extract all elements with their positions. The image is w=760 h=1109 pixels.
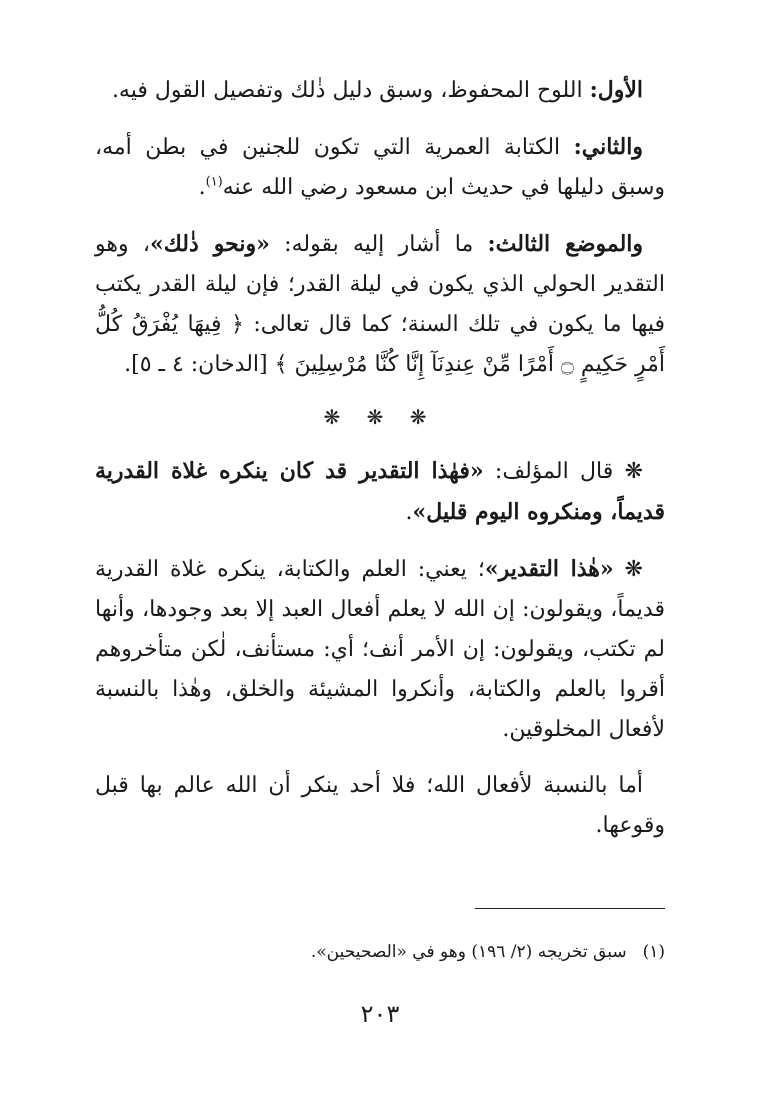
text-third-a: ما أشار إليه بقوله: — [269, 232, 488, 257]
label-second: والثاني: — [573, 134, 643, 160]
verse-citation: [الدخان: ٤ ـ ٥]. — [124, 352, 275, 377]
label-first: الأول: — [589, 77, 643, 103]
explanation-text: ؛ يعني: العلم والكتابة، ينكره غلاة القدرية قديماً، ويقولون: إن الله لا يعلم أفعال العبد إلا بعد وجودها، وأنها لم تكتب، ويقولون: إن الأمر أنف؛ أي: مستأنف، لٰكن متأخروهم أقروا بالعلم والكتابة، وأنكروا المشيئة والخلق، وهٰذا بالنسبة لأفعال المخلوقين. — [95, 557, 665, 742]
end-second: . — [198, 175, 206, 200]
section-separator: ❋ ❋ ❋ — [323, 405, 437, 429]
quran-verse: ﴿ فِيهَا يُفْرَقُ كُلُّ أَمْرٍ حَكِيمٍ ۝ أَمْرًا مِّنْ عِندِنَآ إِنَّا كُنَّا مُرْسِلِينَ ﴾ — [95, 312, 665, 377]
paragraph-second — [95, 127, 665, 208]
page-number: ٢٠٣ — [360, 1000, 400, 1028]
author-quote: «فهٰذا التقدير قد كان ينكره غلاة القدرية قديماً، ومنكروه اليوم قليل» — [95, 458, 665, 525]
footnote-number: (١) — [642, 942, 665, 962]
author-lead: ❋ قال المؤلف: — [483, 459, 643, 484]
footnote-reference: (١) — [205, 174, 223, 190]
paragraph-explanation — [95, 549, 665, 750]
label-third: والموضع الثالث: — [487, 231, 644, 257]
explanation-quote: «هٰذا التقدير» — [484, 556, 614, 582]
footnote-divider — [475, 908, 665, 909]
paragraph-last — [95, 766, 665, 846]
explanation-lead: ❋ — [613, 557, 643, 582]
book-page — [95, 70, 665, 1109]
footnote — [95, 938, 665, 966]
footnote-text: سبق تخريجه (٢/ ١٩٦) وهو في «الصحيحين». — [310, 942, 627, 962]
paragraph-author — [95, 451, 665, 533]
quote-third: «ونحو ذٰلك» — [150, 231, 270, 257]
paragraph-third — [95, 224, 665, 385]
author-end: . — [405, 500, 413, 525]
text-last: أما بالنسبة لأفعال الله؛ فلا أحد ينكر أن الله عالم بها قبل وقوعها. — [95, 773, 665, 838]
paragraph-first — [95, 70, 665, 111]
text-third-b: ، وهو التقدير الحولي الذي يكون في ليلة القدر؛ فإن ليلة القدر يكتب فيها ما يكون في تلك السنة؛ كما قال تعالى: — [95, 232, 665, 337]
text-first: اللوح المحفوظ، وسبق دليل ذٰلك وتفصيل القول فيه. — [111, 78, 590, 103]
text-second: الكتابة العمرية التي تكون للجنين في بطن أمه، وسبق دليلها في حديث ابن مسعود رضي الله عنه — [95, 135, 665, 200]
